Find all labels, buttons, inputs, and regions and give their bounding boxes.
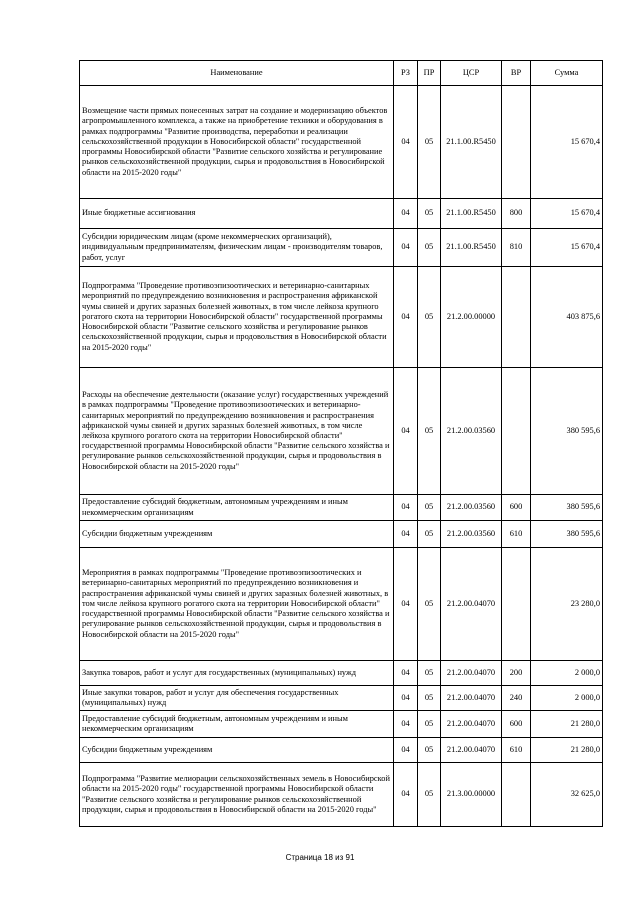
row-name: Предоставление субсидий бюджетным, автономным учреждениям и иным некоммерческим организациям bbox=[80, 495, 394, 521]
table-row bbox=[80, 521, 603, 548]
row-csr: 21.3.00.00000 bbox=[441, 763, 502, 827]
row-pr: 05 bbox=[418, 267, 441, 368]
row-rz: 04 bbox=[394, 229, 418, 267]
row-csr: 21.2.00.03560 bbox=[441, 521, 502, 548]
row-rz: 04 bbox=[394, 738, 418, 763]
row-pr: 05 bbox=[418, 661, 441, 686]
row-pr: 05 bbox=[418, 686, 441, 711]
row-pr: 05 bbox=[418, 738, 441, 763]
table-row bbox=[80, 368, 603, 495]
table-row bbox=[80, 86, 603, 199]
table-row bbox=[80, 495, 603, 521]
row-sum: 2 000,0 bbox=[531, 661, 603, 686]
row-name: Мероприятия в рамках подпрограммы "Проведение противоэпизоотических и ветеринарно-санитарных мероприятий по предупреждению возникновения и распространения африканской чумы свиней и других заразных болезней животных, в том числе лейкоза крупного рогатого скота на территории Новосибирской области" государственной программы Новосибирской области "Развитие сельского хозяйства и регулирование рынков сельскохозяйственной продукции, сырья и продовольствия в Новосибирской области на 2015-2020 годы" bbox=[80, 548, 394, 661]
row-vr bbox=[502, 86, 531, 199]
header-csr: ЦСР bbox=[441, 61, 502, 86]
row-name: Возмещение части прямых понесенных затрат на создание и модернизацию объектов агропромышленного комплекса, а также на приобретение техники и оборудования в рамках подпрограммы "Развитие производства, переработки и реализации сельскохозяйственной продукции в Новосибирской области" государственной программы Новосибирской области "Развитие сельского хозяйства и регулирование рынков сельскохозяйственной продукции, сырья и продовольствия в Новосибирской области на 2015-2020 годы" bbox=[80, 86, 394, 199]
row-vr: 600 bbox=[502, 495, 531, 521]
row-csr: 21.2.00.03560 bbox=[441, 495, 502, 521]
row-pr: 05 bbox=[418, 229, 441, 267]
row-name: Иные бюджетные ассигнования bbox=[80, 199, 394, 229]
row-name: Субсидии бюджетным учреждениям bbox=[80, 521, 394, 548]
row-vr bbox=[502, 267, 531, 368]
row-name: Субсидии бюджетным учреждениям bbox=[80, 738, 394, 763]
row-sum: 380 595,6 bbox=[531, 521, 603, 548]
row-rz: 04 bbox=[394, 661, 418, 686]
row-sum: 380 595,6 bbox=[531, 368, 603, 495]
row-vr: 610 bbox=[502, 521, 531, 548]
row-name: Расходы на обеспечение деятельности (оказание услуг) государственных учреждений в рамках подпрограммы "Проведение противоэпизоотических и ветеринарно-санитарных мероприятий по предупреждению возникновения и распространения африканской чумы свиней и других заразных болезней животных, в том числе лейкоза крупного рогатого скота на территории Новосибирской области" государственной программы Новосибирской области "Развитие сельского хозяйства и регулирование рынков сельскохозяйственной продукции, сырья и продовольствия в Новосибирской области на 2015-2020 годы" bbox=[80, 368, 394, 495]
page-number: Страница 18 из 91 bbox=[285, 853, 355, 862]
row-sum: 2 000,0 bbox=[531, 686, 603, 711]
row-sum: 15 670,4 bbox=[531, 229, 603, 267]
row-csr: 21.1.00.R5450 bbox=[441, 86, 502, 199]
row-name: Предоставление субсидий бюджетным, автономным учреждениям и иным некоммерческим организациям bbox=[80, 711, 394, 738]
row-csr: 21.2.00.04070 bbox=[441, 548, 502, 661]
row-csr: 21.2.00.00000 bbox=[441, 267, 502, 368]
row-sum: 21 280,0 bbox=[531, 711, 603, 738]
row-rz: 04 bbox=[394, 267, 418, 368]
row-vr: 600 bbox=[502, 711, 531, 738]
row-sum: 21 280,0 bbox=[531, 738, 603, 763]
row-sum: 15 670,4 bbox=[531, 86, 603, 199]
row-vr: 240 bbox=[502, 686, 531, 711]
row-rz: 04 bbox=[394, 763, 418, 827]
table-row bbox=[80, 686, 603, 711]
row-sum: 32 625,0 bbox=[531, 763, 603, 827]
row-csr: 21.2.00.04070 bbox=[441, 686, 502, 711]
row-csr: 21.2.00.04070 bbox=[441, 661, 502, 686]
row-rz: 04 bbox=[394, 368, 418, 495]
row-rz: 04 bbox=[394, 686, 418, 711]
table-row bbox=[80, 661, 603, 686]
header-row bbox=[80, 61, 603, 86]
row-vr: 610 bbox=[502, 738, 531, 763]
row-pr: 05 bbox=[418, 86, 441, 199]
table-row bbox=[80, 711, 603, 738]
table-row bbox=[80, 738, 603, 763]
row-rz: 04 bbox=[394, 521, 418, 548]
table-row bbox=[80, 229, 603, 267]
row-pr: 05 bbox=[418, 763, 441, 827]
row-csr: 21.1.00.R5450 bbox=[441, 229, 502, 267]
header-sum: Сумма bbox=[531, 61, 603, 86]
budget-table bbox=[79, 60, 603, 827]
row-rz: 04 bbox=[394, 548, 418, 661]
row-pr: 05 bbox=[418, 199, 441, 229]
table-row bbox=[80, 267, 603, 368]
header-vr: ВР bbox=[502, 61, 531, 86]
row-csr: 21.2.00.04070 bbox=[441, 738, 502, 763]
row-pr: 05 bbox=[418, 495, 441, 521]
row-vr: 200 bbox=[502, 661, 531, 686]
table-row bbox=[80, 199, 603, 229]
header-pr: ПР bbox=[418, 61, 441, 86]
row-sum: 15 670,4 bbox=[531, 199, 603, 229]
row-name: Подпрограмма "Проведение противоэпизоотических и ветеринарно-санитарных мероприятий по предупреждению возникновения и распространения африканской чумы свиней и других заразных болезней животных, в том числе лейкоза крупного рогатого скота на территории Новосибирской области" государственной программы Новосибирской области "Развитие сельского хозяйства и регулирование рынков сельскохозяйственной продукции, сырья и продовольствия в Новосибирской области на 2015-2020 годы" bbox=[80, 267, 394, 368]
row-rz: 04 bbox=[394, 495, 418, 521]
row-sum: 23 280,0 bbox=[531, 548, 603, 661]
row-pr: 05 bbox=[418, 521, 441, 548]
row-vr: 800 bbox=[502, 199, 531, 229]
table-row bbox=[80, 548, 603, 661]
row-pr: 05 bbox=[418, 711, 441, 738]
row-name: Подпрограмма "Развитие мелиорации сельскохозяйственных земель в Новосибирской области на 2015-2020 годы" государственной программы Новосибирской области "Развитие сельского хозяйства и регулирование рынков сельскохозяйственной продукции, сырья и продовольствия в Новосибирской области на 2015-2020 годы" bbox=[80, 763, 394, 827]
row-pr: 05 bbox=[418, 548, 441, 661]
row-csr: 21.2.00.04070 bbox=[441, 711, 502, 738]
row-name: Субсидии юридическим лицам (кроме некоммерческих организаций), индивидуальным предпринимателям, физическим лицам - производителям товаров, работ, услуг bbox=[80, 229, 394, 267]
row-vr bbox=[502, 368, 531, 495]
row-sum: 380 595,6 bbox=[531, 495, 603, 521]
row-rz: 04 bbox=[394, 199, 418, 229]
row-rz: 04 bbox=[394, 711, 418, 738]
header-name: Наименование bbox=[80, 61, 394, 86]
row-vr: 810 bbox=[502, 229, 531, 267]
table-row bbox=[80, 763, 603, 827]
row-pr: 05 bbox=[418, 368, 441, 495]
row-name: Закупка товаров, работ и услуг для государственных (муниципальных) нужд bbox=[80, 661, 394, 686]
row-vr bbox=[502, 548, 531, 661]
row-csr: 21.2.00.03560 bbox=[441, 368, 502, 495]
row-sum: 403 875,6 bbox=[531, 267, 603, 368]
row-vr bbox=[502, 763, 531, 827]
row-csr: 21.1.00.R5450 bbox=[441, 199, 502, 229]
header-rz: РЗ bbox=[394, 61, 418, 86]
row-name: Иные закупки товаров, работ и услуг для обеспечения государственных (муниципальных) нужд bbox=[80, 686, 394, 711]
row-rz: 04 bbox=[394, 86, 418, 199]
